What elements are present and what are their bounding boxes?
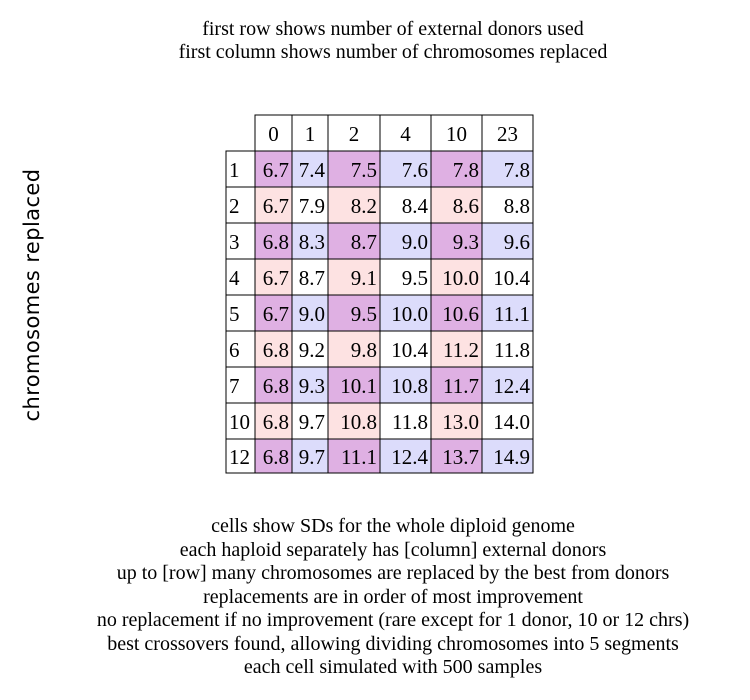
heatmap-cell-value: 13.7 xyxy=(442,445,479,469)
heatmap-cell-value: 9.3 xyxy=(298,374,325,398)
col-header-label: 1 xyxy=(304,122,316,146)
heatmap-cell-value: 9.7 xyxy=(298,445,325,469)
heatmap-cell-value: 8.2 xyxy=(350,194,377,218)
heatmap-cell-value: 12.4 xyxy=(391,445,428,469)
heatmap-cell-value: 11.2 xyxy=(443,338,479,362)
heatmap-cell-value: 10.0 xyxy=(391,302,428,326)
heatmap-cell-value: 10.4 xyxy=(391,338,428,362)
heatmap-cell-value: 7.5 xyxy=(350,158,377,182)
header-line-chromosomes: first column shows number of chromosomes replaced xyxy=(178,41,608,63)
heatmap-cell-value: 10.1 xyxy=(340,374,377,398)
footer-note: each haploid separately has [column] external donors xyxy=(179,538,607,561)
row-header-label: 10 xyxy=(229,410,250,434)
heatmap-cell-value: 11.8 xyxy=(494,338,530,362)
heatmap-cell-value: 6.8 xyxy=(262,374,289,398)
heatmap-cell-value: 9.1 xyxy=(350,266,377,290)
heatmap-cell-value: 6.8 xyxy=(262,410,289,434)
heatmap-cell-value: 6.8 xyxy=(262,230,289,254)
col-header-label: 4 xyxy=(400,122,411,146)
footer-note: up to [row] many chromosomes are replaced by the best from donors xyxy=(116,562,670,584)
row-header-label: 4 xyxy=(229,266,240,290)
heatmap-cell-value: 10.0 xyxy=(442,266,479,290)
heatmap-cell-value: 8.6 xyxy=(452,194,479,218)
heatmap-cell-value: 9.8 xyxy=(350,338,377,362)
heatmap-cell-value: 10.8 xyxy=(340,410,377,434)
chart-footer-notes xyxy=(0,515,750,680)
heatmap-cell-value: 12.4 xyxy=(493,374,530,398)
row-header-label: 2 xyxy=(229,194,240,218)
col-header-label: 2 xyxy=(348,122,360,146)
heatmap-cell-value: 11.1 xyxy=(341,445,377,469)
heatmap-cell-value: 9.7 xyxy=(298,410,325,434)
row-header-label: 7 xyxy=(229,374,240,398)
heatmap-cell-value: 6.8 xyxy=(262,445,289,469)
heatmap-cell-value: 14.9 xyxy=(493,445,530,469)
header-line-donors: first row shows number of external donors used xyxy=(202,18,584,40)
footer-note: no replacement if no improvement (rare except for 1 donor, 10 or 12 chrs) xyxy=(96,609,690,631)
row-header-label: 3 xyxy=(229,230,240,254)
heatmap-cell-value: 6.7 xyxy=(262,158,289,182)
col-header-label: 0 xyxy=(268,122,279,146)
heatmap-cell-value: 8.4 xyxy=(401,194,428,218)
footer-note: cells show SDs for the whole diploid genome xyxy=(211,515,575,537)
heatmap-cell-value: 6.7 xyxy=(262,266,289,290)
heatmap-cell-value: 8.7 xyxy=(350,230,377,254)
heatmap-cell-value: 9.5 xyxy=(350,302,377,326)
col-header-label: 10 xyxy=(446,122,467,146)
row-header-label: 5 xyxy=(229,302,240,326)
footer-note: each cell simulated with 500 samples xyxy=(243,656,543,678)
heatmap-cell-value: 9.3 xyxy=(452,230,479,254)
heatmap-cell-value: 6.8 xyxy=(262,338,289,362)
heatmap-cell-value: 8.8 xyxy=(503,194,530,218)
heatmap-cell-value: 9.6 xyxy=(503,230,530,254)
heatmap-cell-value: 9.2 xyxy=(298,338,325,362)
row-header-label: 6 xyxy=(229,338,240,362)
heatmap-cell-value: 11.7 xyxy=(443,374,479,398)
heatmap-cell-value: 9.0 xyxy=(401,230,428,254)
heatmap-cell-value: 6.7 xyxy=(262,302,289,326)
heatmap-cell-value: 13.0 xyxy=(442,410,479,434)
heatmap-cell-value: 8.3 xyxy=(298,230,325,254)
heatmap-cell-value: 9.0 xyxy=(298,302,325,326)
heatmap-cell-value: 11.8 xyxy=(392,410,428,434)
footer-note: best crossovers found, allowing dividing chromosomes into 5 segments xyxy=(107,632,679,655)
footer-note: replacements are in order of most improvement xyxy=(203,585,583,608)
heatmap-cell-value: 7.9 xyxy=(298,194,325,218)
heatmap-cell-value: 10.4 xyxy=(493,266,530,290)
row-header-label: 1 xyxy=(229,158,240,182)
y-axis-label: chromosomes replaced xyxy=(20,168,44,422)
heatmap-cell-value: 7.8 xyxy=(452,158,479,182)
row-header-label: 12 xyxy=(229,445,250,469)
heatmap-cell-value: 6.7 xyxy=(262,194,289,218)
heatmap-cell-value: 7.6 xyxy=(401,158,428,182)
heatmap-cell-value: 7.4 xyxy=(298,158,325,182)
heatmap-cell-value: 9.5 xyxy=(401,266,428,290)
heatmap-cell-value: 8.7 xyxy=(298,266,325,290)
heatmap-cell-value: 10.8 xyxy=(391,374,428,398)
heatmap-cell-value: 10.6 xyxy=(442,302,479,326)
col-header-label: 23 xyxy=(497,122,518,146)
heatmap-cell-value: 14.0 xyxy=(493,410,530,434)
heatmap-cell-value: 11.1 xyxy=(494,302,530,326)
heatmap-cell-value: 7.8 xyxy=(503,158,530,182)
